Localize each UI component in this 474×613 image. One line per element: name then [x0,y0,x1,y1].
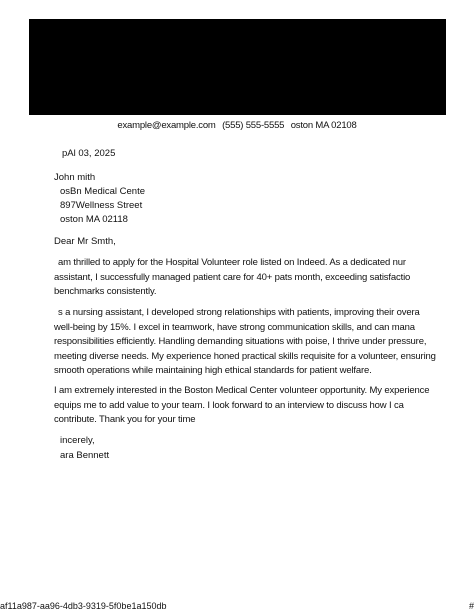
paragraph-line: assistant, I successfully managed patient care for 40+ pats month, exceeding satisfactio [54,271,411,283]
paragraph-line: s a nursing assistant, I developed strong relationships with patients, improving their overa [58,307,420,318]
body-paragraph-1 [54,256,466,300]
signature-name: ara Bennett [60,449,110,461]
salutation: Dear Mr Smth, [54,236,116,247]
contact-phone: (555) 555-5555 [222,120,285,131]
valediction: incerely, [60,435,95,446]
recipient-city: oston MA 02118 [60,214,128,225]
paragraph-line: am thrilled to apply for the Hospital Volunteer role listed on Indeed. As a dedicated nur [58,257,406,268]
recipient-name: John mith [54,172,96,183]
letter-date: pAl 03, 2025 [62,148,116,159]
body-paragraph-2 [54,306,466,379]
paragraph-line: benchmarks consistently. [54,286,157,297]
paragraph-line: smooth operations while maintaining high ethical standards for patient welfare. [54,365,372,376]
paragraph-line: contribute. Thank you for your time [54,414,196,425]
contact-email: example@example.com [117,120,216,131]
closing-block [60,434,109,463]
contact-line [0,120,474,131]
paragraph-line: equips me to add value to your team. I look forward to an interview to discuss how I ca [54,399,404,411]
paragraph-line: meeting diverse needs. My experience honed practical skills requisite for a volunteer, ensuring [54,350,436,362]
recipient-org: osBn Medical Cente [60,186,146,197]
recipient-street: 897Wellness Street [60,200,143,211]
paragraph-line: responsibilities efficiently. Handling demanding situations with poise, I thrive under pressure, [54,336,427,347]
contact-address: oston MA 02108 [290,120,357,131]
document-id: af11a987-aa96-4db3-9319-5f0be1a150db [0,601,167,611]
paragraph-line: well-being by 15%. I excel in teamwork, have strong communication skills, and can mana [54,321,415,333]
paragraph-line: I am extremely interested in the Boston Medical Center volunteer opportunity. My experience [54,385,430,396]
redacted-header-block [29,19,446,115]
footer-hash: # [468,601,474,611]
body-paragraph-3 [54,384,466,428]
recipient-block [54,171,145,227]
